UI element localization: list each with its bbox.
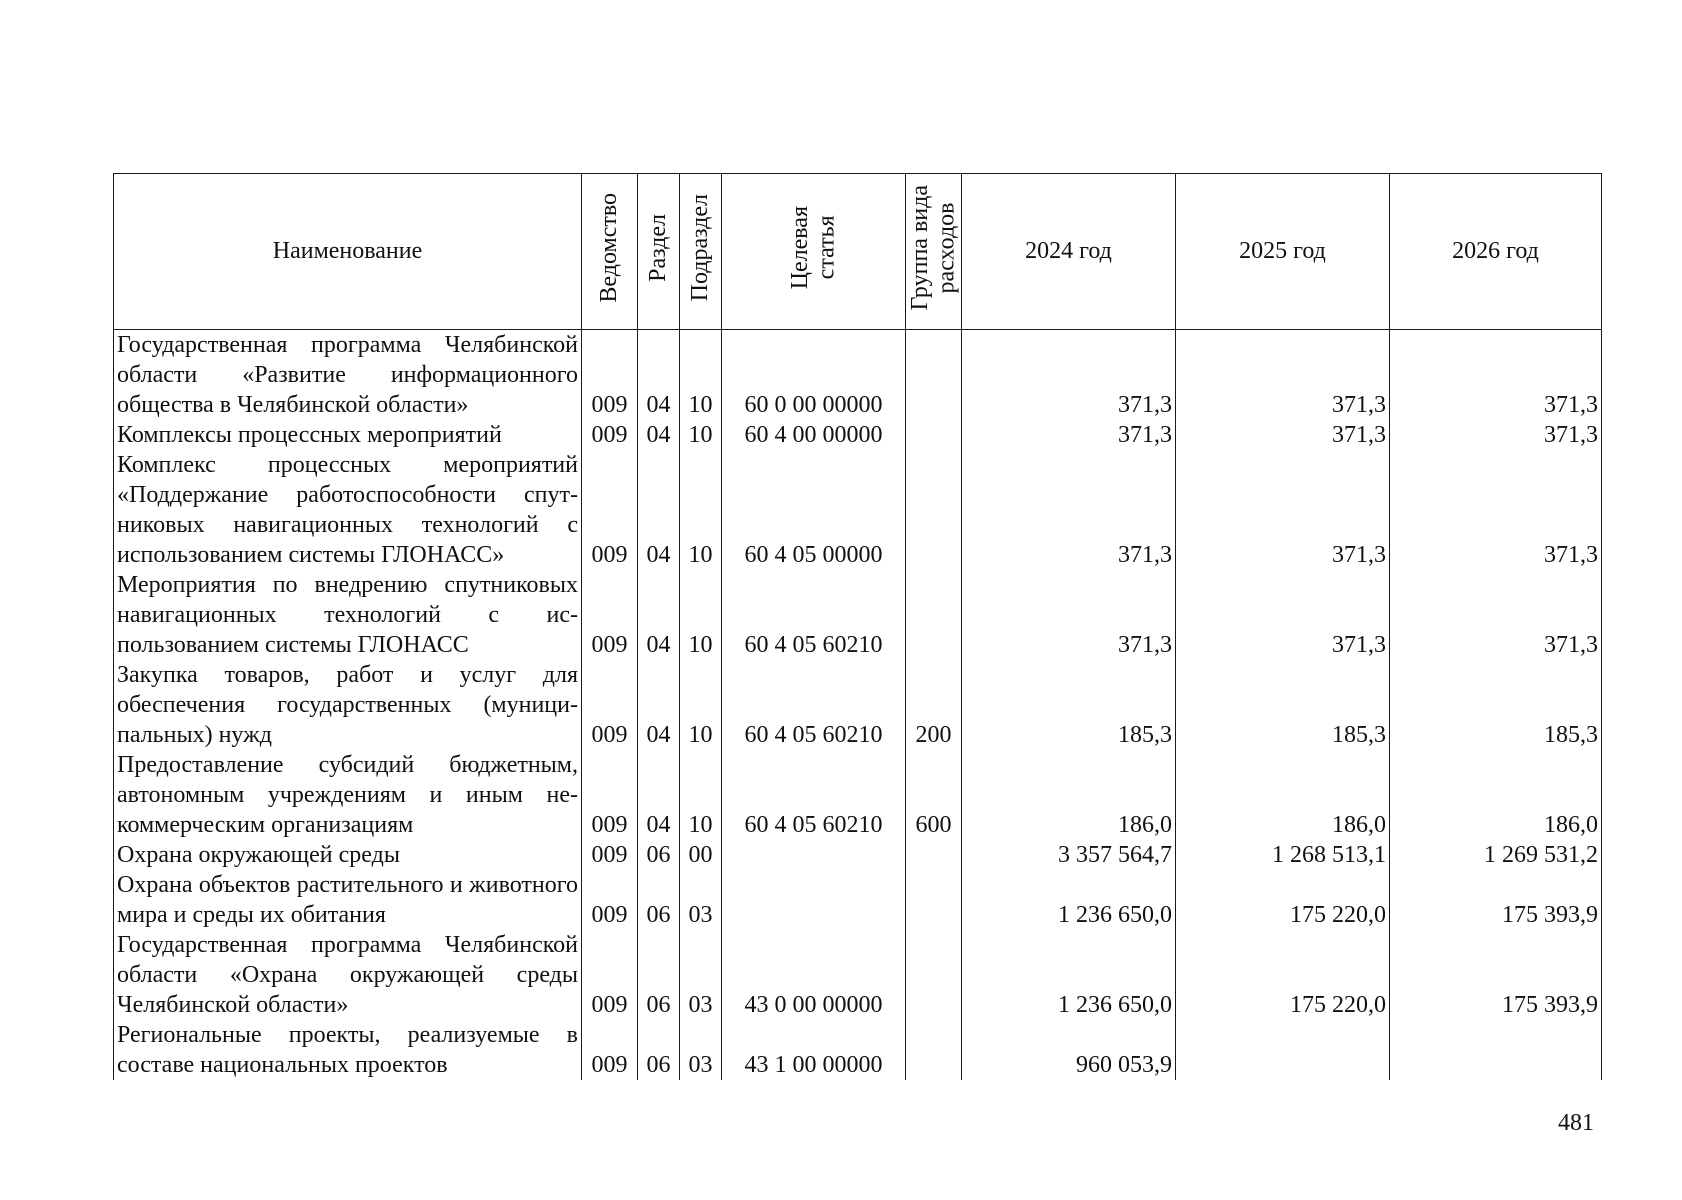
cell-amount-2025: 186,0	[1176, 750, 1390, 840]
cell-vedomstvo: 009	[582, 330, 638, 421]
table-row	[114, 420, 1602, 450]
cell-celevaya-statya: 43 0 00 00000	[722, 930, 906, 1020]
cell-amount-2025: 371,3	[1176, 570, 1390, 660]
cell-razdel: 04	[638, 330, 680, 421]
cell-celevaya-statya	[722, 840, 906, 870]
cell-amount-2026: 371,3	[1390, 420, 1602, 450]
budget-table	[113, 173, 1602, 1080]
table-row	[114, 1020, 1602, 1080]
cell-amount-2026: 371,3	[1390, 570, 1602, 660]
header-vedomstvo: Ведомство	[582, 174, 638, 330]
cell-vedomstvo: 009	[582, 840, 638, 870]
cell-amount-2026: 371,3	[1390, 330, 1602, 421]
cell-gruppa-vida	[906, 330, 962, 421]
cell-amount-2025: 175 220,0	[1176, 930, 1390, 1020]
cell-celevaya-statya: 60 4 05 60210	[722, 660, 906, 750]
header-razdel: Раздел	[638, 174, 680, 330]
cell-amount-2024: 371,3	[962, 570, 1176, 660]
cell-vedomstvo: 009	[582, 450, 638, 570]
cell-vedomstvo: 009	[582, 420, 638, 450]
cell-vedomstvo: 009	[582, 930, 638, 1020]
cell-podrazdel: 10	[680, 450, 722, 570]
header-year-2026: 2026 год	[1390, 174, 1602, 330]
cell-gruppa-vida	[906, 1020, 962, 1080]
header-name: Наименование	[114, 174, 582, 330]
cell-amount-2025: 371,3	[1176, 330, 1390, 421]
cell-amount-2024: 960 053,9	[962, 1020, 1176, 1080]
table-row	[114, 660, 1602, 750]
cell-razdel: 06	[638, 930, 680, 1020]
cell-podrazdel: 10	[680, 330, 722, 421]
cell-amount-2024: 3 357 564,7	[962, 840, 1176, 870]
table-row	[114, 450, 1602, 570]
cell-amount-2025: 1 268 513,1	[1176, 840, 1390, 870]
cell-amount-2026: 185,3	[1390, 660, 1602, 750]
cell-gruppa-vida	[906, 420, 962, 450]
header-year-2025: 2025 год	[1176, 174, 1390, 330]
cell-vedomstvo: 009	[582, 1020, 638, 1080]
table-row	[114, 330, 1602, 421]
cell-podrazdel: 00	[680, 840, 722, 870]
cell-amount-2025	[1176, 1020, 1390, 1080]
cell-amount-2025: 371,3	[1176, 420, 1390, 450]
cell-celevaya-statya: 60 0 00 00000	[722, 330, 906, 421]
table-row	[114, 840, 1602, 870]
cell-podrazdel: 10	[680, 660, 722, 750]
cell-gruppa-vida	[906, 870, 962, 930]
cell-gruppa-vida	[906, 450, 962, 570]
cell-gruppa-vida: 600	[906, 750, 962, 840]
cell-name: Охрана окружающей среды	[114, 840, 582, 870]
cell-gruppa-vida: 200	[906, 660, 962, 750]
cell-vedomstvo: 009	[582, 750, 638, 840]
cell-name: Региональные проекты, реализуемые в составе национальных проектов	[114, 1020, 582, 1080]
cell-amount-2025: 185,3	[1176, 660, 1390, 750]
cell-razdel: 06	[638, 1020, 680, 1080]
cell-name: Государственная программа Челябинской области «Развитие информационного общества в Челябинской области»	[114, 330, 582, 421]
cell-amount-2026	[1390, 1020, 1602, 1080]
cell-amount-2026: 1 269 531,2	[1390, 840, 1602, 870]
cell-vedomstvo: 009	[582, 660, 638, 750]
cell-amount-2024: 186,0	[962, 750, 1176, 840]
cell-razdel: 04	[638, 450, 680, 570]
cell-razdel: 06	[638, 870, 680, 930]
cell-celevaya-statya: 60 4 05 60210	[722, 570, 906, 660]
cell-celevaya-statya: 60 4 00 00000	[722, 420, 906, 450]
cell-name: Предоставление субсидий бюджетным, автономным учреждениям и иным некоммерческим организациям	[114, 750, 582, 840]
cell-celevaya-statya	[722, 870, 906, 930]
header-celevaya-statya: Целевая статья	[722, 174, 906, 330]
cell-name: Мероприятия по внедрению спутниковых навигационных технологий с использованием системы ГЛОНАСС	[114, 570, 582, 660]
cell-amount-2024: 371,3	[962, 420, 1176, 450]
table-row	[114, 930, 1602, 1020]
cell-gruppa-vida	[906, 570, 962, 660]
cell-amount-2024: 371,3	[962, 330, 1176, 421]
cell-podrazdel: 10	[680, 750, 722, 840]
cell-razdel: 06	[638, 840, 680, 870]
cell-podrazdel: 03	[680, 930, 722, 1020]
header-podrazdel: Подраздел	[680, 174, 722, 330]
cell-gruppa-vida	[906, 840, 962, 870]
table-row	[114, 570, 1602, 660]
cell-razdel: 04	[638, 420, 680, 450]
cell-podrazdel: 10	[680, 570, 722, 660]
cell-name: Комплекс процессных мероприятий «Поддержание работоспособности спутниковых навигационных технологий с использованием системы ГЛОНАСС»	[114, 450, 582, 570]
cell-name: Охрана объектов растительного и животного мира и среды их обитания	[114, 870, 582, 930]
cell-podrazdel: 03	[680, 870, 722, 930]
cell-vedomstvo: 009	[582, 870, 638, 930]
cell-amount-2026: 175 393,9	[1390, 870, 1602, 930]
table-header-row	[114, 174, 1602, 330]
cell-podrazdel: 10	[680, 420, 722, 450]
cell-podrazdel: 03	[680, 1020, 722, 1080]
table-row	[114, 870, 1602, 930]
cell-amount-2024: 1 236 650,0	[962, 930, 1176, 1020]
cell-amount-2026: 186,0	[1390, 750, 1602, 840]
cell-name: Комплексы процессных мероприятий	[114, 420, 582, 450]
cell-amount-2026: 371,3	[1390, 450, 1602, 570]
cell-amount-2024: 371,3	[962, 450, 1176, 570]
cell-name: Государственная программа Челябинской области «Охрана окружающей среды Челябинской области»	[114, 930, 582, 1020]
cell-celevaya-statya: 60 4 05 60210	[722, 750, 906, 840]
cell-amount-2026: 175 393,9	[1390, 930, 1602, 1020]
cell-celevaya-statya: 43 1 00 00000	[722, 1020, 906, 1080]
header-year-2024: 2024 год	[962, 174, 1176, 330]
cell-razdel: 04	[638, 750, 680, 840]
cell-name: Закупка товаров, работ и услуг для обеспечения государственных (муниципальных) нужд	[114, 660, 582, 750]
table-row	[114, 750, 1602, 840]
page-number: 481	[1558, 1110, 1594, 1136]
cell-amount-2025: 175 220,0	[1176, 870, 1390, 930]
cell-vedomstvo: 009	[582, 570, 638, 660]
cell-amount-2025: 371,3	[1176, 450, 1390, 570]
cell-celevaya-statya: 60 4 05 00000	[722, 450, 906, 570]
header-gruppa-vida-rashodov: Группа вида расходов	[906, 174, 962, 330]
cell-razdel: 04	[638, 570, 680, 660]
cell-amount-2024: 185,3	[962, 660, 1176, 750]
cell-razdel: 04	[638, 660, 680, 750]
cell-amount-2024: 1 236 650,0	[962, 870, 1176, 930]
cell-gruppa-vida	[906, 930, 962, 1020]
